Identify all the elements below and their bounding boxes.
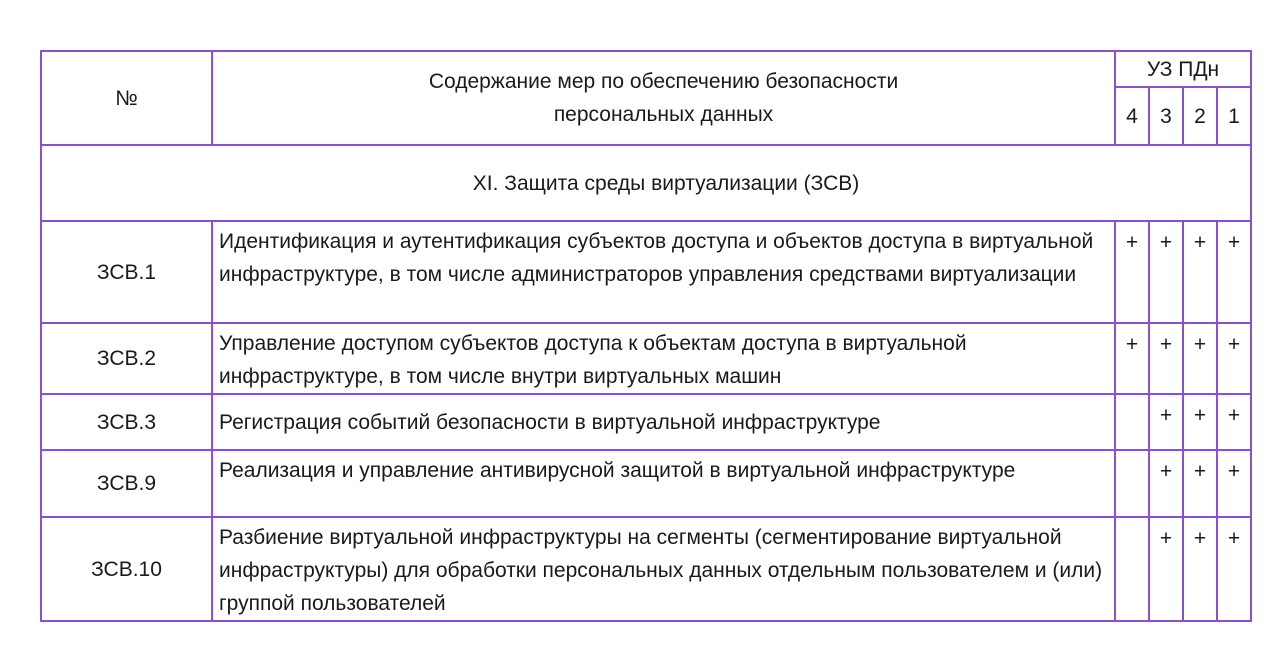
measure-code: ЗСВ.10 <box>41 517 212 621</box>
header-content-line1: Содержание мер по обеспечению безопасности <box>428 70 899 93</box>
section-title: XI. Защита среды виртуализации (ЗСВ) <box>41 145 1251 221</box>
measure-text: Идентификация и аутентификация субъектов доступа и объектов доступа в виртуальной инфраструктуре, в том числе администраторов управления средствами виртуализации <box>212 221 1115 323</box>
measure-code: ЗСВ.9 <box>41 450 212 517</box>
header-content-line2: персональных данных <box>553 103 774 126</box>
header-row-1 <box>41 51 1251 87</box>
level-1-mark: + <box>1217 517 1251 621</box>
header-level-1: 1 <box>1217 87 1251 145</box>
level-4-mark: + <box>1115 323 1149 394</box>
level-2-mark: + <box>1183 323 1217 394</box>
level-4-mark <box>1115 517 1149 621</box>
measure-text: Регистрация событий безопасности в виртуальной инфраструктуре <box>212 394 1115 450</box>
level-1-mark: + <box>1217 221 1251 323</box>
header-level-group: УЗ ПДн <box>1115 51 1251 87</box>
section-row <box>41 145 1251 221</box>
level-1-mark: + <box>1217 323 1251 394</box>
measure-text: Разбиение виртуальной инфраструктуры на сегменты (сегментирование виртуальной инфраструктуры) для обработки персональных данных отдельным пользователем и (или) группой пользователей <box>212 517 1115 621</box>
level-1-mark: + <box>1217 450 1251 517</box>
security-measures-table <box>40 50 1252 622</box>
level-4-mark <box>1115 394 1149 450</box>
level-3-mark: + <box>1149 323 1183 394</box>
level-4-mark <box>1115 450 1149 517</box>
header-number: № <box>41 51 212 145</box>
level-3-mark: + <box>1149 517 1183 621</box>
level-2-mark: + <box>1183 394 1217 450</box>
level-3-mark: + <box>1149 394 1183 450</box>
level-2-mark: + <box>1183 221 1217 323</box>
measure-text: Управление доступом субъектов доступа к объектам доступа в виртуальной инфраструктуре, в том числе внутри виртуальных машин <box>212 323 1115 394</box>
table-row <box>41 323 1251 394</box>
table-row <box>41 394 1251 450</box>
measure-text: Реализация и управление антивирусной защитой в виртуальной инфраструктуре <box>212 450 1115 517</box>
header-level-4: 4 <box>1115 87 1149 145</box>
level-4-mark: + <box>1115 221 1149 323</box>
level-3-mark: + <box>1149 221 1183 323</box>
measure-code: ЗСВ.1 <box>41 221 212 323</box>
measure-code: ЗСВ.3 <box>41 394 212 450</box>
header-content <box>212 51 1115 145</box>
header-level-2: 2 <box>1183 87 1217 145</box>
table-row <box>41 450 1251 517</box>
level-2-mark: + <box>1183 450 1217 517</box>
table-row <box>41 221 1251 323</box>
header-level-3: 3 <box>1149 87 1183 145</box>
level-3-mark: + <box>1149 450 1183 517</box>
level-1-mark: + <box>1217 394 1251 450</box>
table-row <box>41 517 1251 621</box>
measure-code: ЗСВ.2 <box>41 323 212 394</box>
level-2-mark: + <box>1183 517 1217 621</box>
